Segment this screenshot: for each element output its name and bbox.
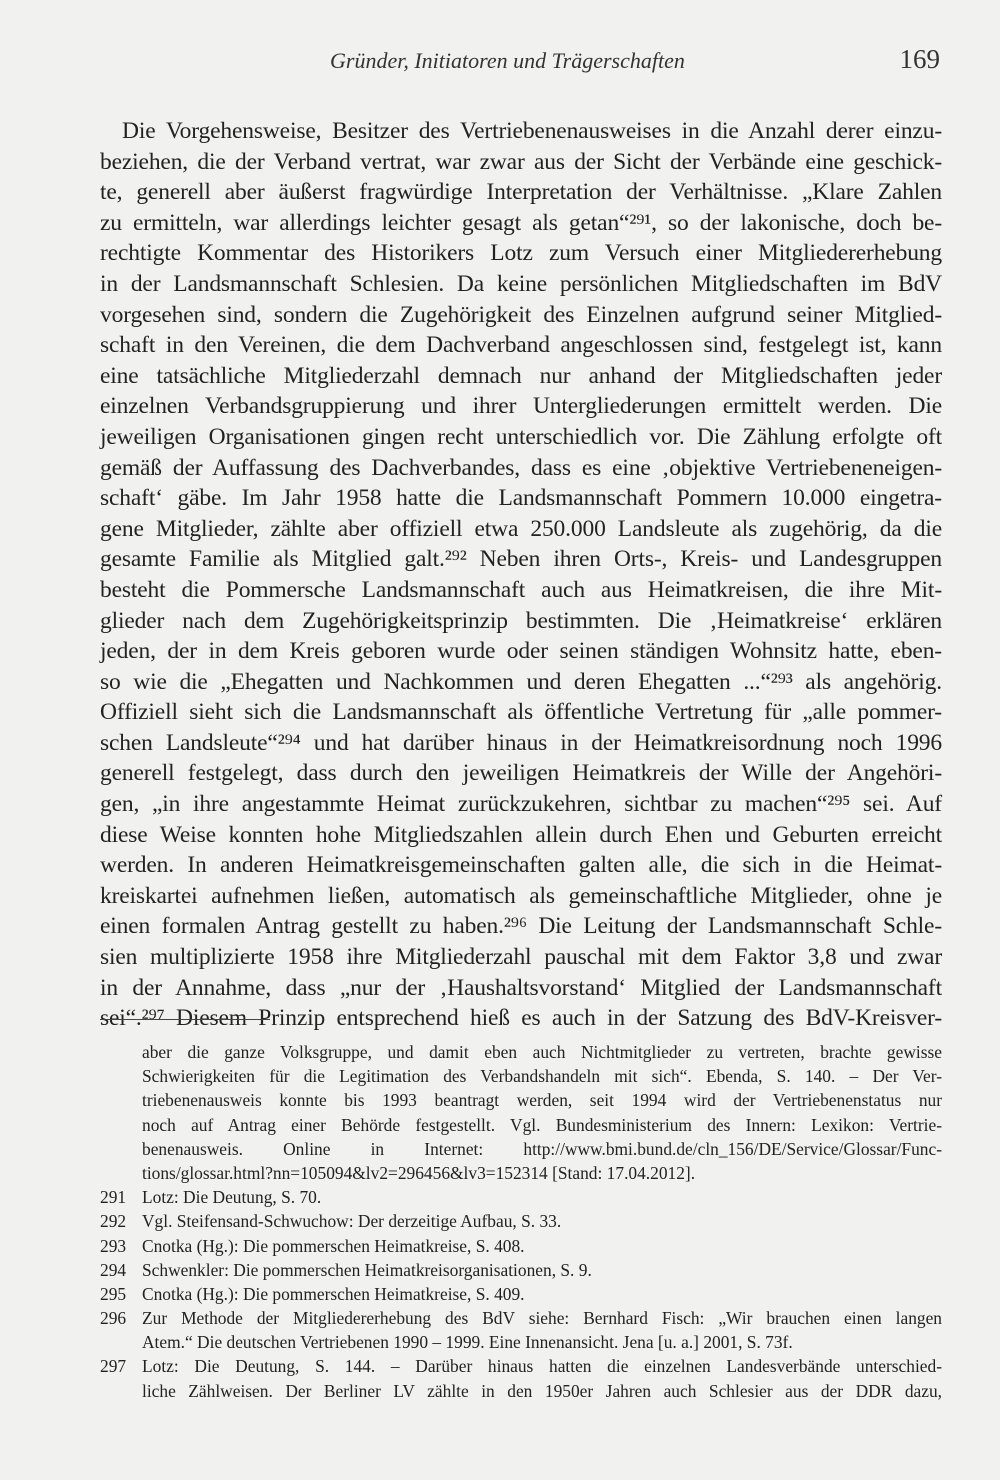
footnote-line <box>100 1209 942 1233</box>
body-line: schaft in den Vereinen, die dem Dachverband angeschlossen sind, festgelegt ist, kann <box>100 332 942 359</box>
body-line: werden. In anderen Heimatkreisgemeinschaften galten alle, die sich in die Heimat- <box>100 852 942 879</box>
footnote-text: Cnotka (Hg.): Die pommerschen Heimatkreise, S. 409. <box>142 1283 525 1304</box>
body-line: schen Landsleute“²⁹⁴ und hat darüber hinaus in der Heimatkreisordnung noch 1996 <box>100 729 942 756</box>
body-line: gesamte Familie als Mitglied galt.²⁹² Neben ihren Orts-, Kreis- und Landesgruppen <box>100 546 942 573</box>
footnote-number: 291 <box>100 1187 127 1208</box>
body-line: beziehen, die der Verband vertrat, war zwar aus der Sicht der Verbände eine geschick- <box>100 148 942 175</box>
page-number: 169 <box>899 44 940 74</box>
body-line: gemäß der Auffassung des Dachverbandes, dass es eine ‚objektive Vertriebeneneigen- <box>100 454 942 481</box>
footnote-number: 294 <box>100 1259 127 1280</box>
body-line: gene Mitglieder, zählte aber offiziell etwa 250.000 Landsleute als zugehörig, da die <box>100 515 942 542</box>
body-line: generell festgelegt, dass durch den jeweiligen Heimatkreis der Wille der Angehöri- <box>100 760 942 787</box>
body-line: vorgesehen sind, sondern die Zugehörigkeit des Einzelnen aufgrund seiner Mitglied- <box>100 301 942 328</box>
footnote-text: Lotz: Die Deutung, S. 70. <box>142 1187 322 1208</box>
footnote-line <box>100 1354 942 1378</box>
footnote-continuation-line: tions/glossar.html?nn=105094&lv2=296456&lv3=152314 [Stand: 17.04.2012]. <box>142 1162 696 1183</box>
body-line: eine tatsächliche Mitgliederzahl demnach nur anhand der Mitgliedschaften jeder <box>100 362 942 389</box>
body-line: einzelnen Verbandsgruppierung und ihrer Untergliederungen ermittelt werden. Die <box>100 393 942 420</box>
footnote-number: 296 <box>100 1308 127 1329</box>
body-line: Offiziell sieht sich die Landsmannschaft als öffentliche Vertretung für „alle pommer- <box>100 699 942 726</box>
footnote-continuation-line: aber die ganze Volksgruppe, und damit eben auch Nichtmitglieder zu vertreten, brachte gewisse <box>142 1042 942 1062</box>
footnote-number: 292 <box>100 1211 127 1232</box>
body-line: Die Vorgehensweise, Besitzer des Vertriebenenausweises in die Anzahl derer einzu- <box>122 118 942 144</box>
footnote-text: Cnotka (Hg.): Die pommerschen Heimatkreise, S. 408. <box>142 1235 525 1256</box>
footnote-text: Atem.“ Die deutschen Vertriebenen 1990 – 1999. Eine Innenansicht. Jena [u. a.] 2001, S. 73f. <box>142 1332 793 1353</box>
footnote-continuation-line: Schwierigkeiten für die Legitimation des Verbandshandeln mit sich“. Ebenda, S. 140. – Der Ver- <box>142 1066 942 1087</box>
body-line: rechtigte Kommentar des Historikers Lotz zum Versuch einer Mitgliedererhebung <box>100 240 942 267</box>
footnote-number: 293 <box>100 1235 127 1256</box>
main-text <box>100 116 942 1034</box>
footnotes <box>100 1040 942 1403</box>
footnote-separator <box>100 1019 270 1020</box>
footnote-continuation-line: triebenenausweis konnte bis 1993 beantragt werden, seit 1994 wird der Vertriebenenstatus nur <box>142 1090 942 1111</box>
footnote-line <box>100 1306 942 1330</box>
footnote-continuation-line: noch auf Antrag einer Behörde festgestellt. Vgl. Bundesministerium des Innern: Lexikon: Vertrie- <box>142 1114 942 1135</box>
footnote-text: Zur Methode der Mitgliedererhebung des BdV siehe: Bernhard Fisch: „Wir brauchen einen langen <box>142 1308 942 1329</box>
body-line: schaft‘ gäbe. Im Jahr 1958 hatte die Landsmannschaft Pommern 10.000 eingetra- <box>100 485 942 512</box>
footnote-line <box>100 1379 942 1403</box>
body-line: glieder nach dem Zugehörigkeitsprinzip bestimmten. Die ‚Heimatkreise‘ erklären <box>100 607 942 634</box>
body-line: diese Weise konnten hohe Mitgliedszahlen allein durch Ehen und Geburten erreicht <box>100 821 942 848</box>
body-line: kreiskartei aufnehmen ließen, automatisch als gemeinschaftliche Mitglieder, ohne je <box>100 882 942 909</box>
footnote-text: Lotz: Die Deutung, S. 144. – Darüber hinaus hatten die einzelnen Landesverbände unterschied- <box>142 1356 942 1377</box>
footnote-text: Vgl. Steifensand-Schwuchow: Der derzeitige Aufbau, S. 33. <box>142 1211 562 1232</box>
footnote-line <box>100 1258 942 1282</box>
body-line: te, generell aber äußerst fragwürdige Interpretation der Verhältnisse. „Klare Zahlen <box>100 179 942 206</box>
footnote-line <box>100 1185 942 1209</box>
body-line: jeden, der in dem Kreis geboren wurde oder seinen ständigen Wohnsitz hatte, eben- <box>100 638 942 665</box>
body-line: sien multiplizierte 1958 ihre Mitgliederzahl pauschal mit dem Faktor 3,8 und zwar <box>100 944 942 971</box>
footnote-line <box>100 1234 942 1258</box>
body-line: sei“.²⁹⁷ Diesem Prinzip entsprechend hieß es auch in der Satzung des BdV-Kreisver- <box>100 1005 942 1032</box>
body-line: einen formalen Antrag gestellt zu haben.²⁹⁶ Die Leitung der Landsmannschaft Schle- <box>100 913 942 940</box>
running-title: Gründer, Initiatoren und Trägerschaften <box>330 48 685 73</box>
footnote-line <box>100 1282 942 1306</box>
body-line: zu ermitteln, war allerdings leichter gesagt als getan“²⁹¹, so der lakonische, doch be- <box>100 209 942 236</box>
body-line: in der Landsmannschaft Schlesien. Da keine persönlichen Mitgliedschaften im BdV <box>100 270 942 297</box>
body-line: besteht die Pommersche Landsmannschaft auch aus Heimatkreisen, die ihre Mit- <box>100 576 942 603</box>
footnote-continuation-line: benenausweis. Online in Internet: http://www.bmi.bund.de/cln_156/DE/Service/Glossar/Func- <box>142 1138 942 1159</box>
body-line: jeweiligen Organisationen gingen recht unterschiedlich vor. Die Zählung erfolgte oft <box>100 423 942 450</box>
footnote-line <box>100 1330 942 1354</box>
body-line: in der Annahme, dass „nur der ‚Haushaltsvorstand‘ Mitglied der Landsmannschaft <box>100 974 942 1001</box>
footnote-number: 297 <box>100 1356 127 1377</box>
footnote-text: liche Zählweisen. Der Berliner LV zählte in den 1950er Jahren auch Schlesier aus der DDR dazu, <box>142 1380 942 1401</box>
footnote-number: 295 <box>100 1283 127 1304</box>
body-line: so wie die „Ehegatten und Nachkommen und deren Ehegatten ...“²⁹³ als angehörig. <box>100 668 942 695</box>
body-line: gen, „in ihre angestammte Heimat zurückzukehren, sichtbar zu machen“²⁹⁵ sei. Auf <box>100 791 942 818</box>
running-head <box>130 44 940 78</box>
footnote-text: Schwenkler: Die pommerschen Heimatkreisorganisationen, S. 9. <box>142 1259 592 1280</box>
